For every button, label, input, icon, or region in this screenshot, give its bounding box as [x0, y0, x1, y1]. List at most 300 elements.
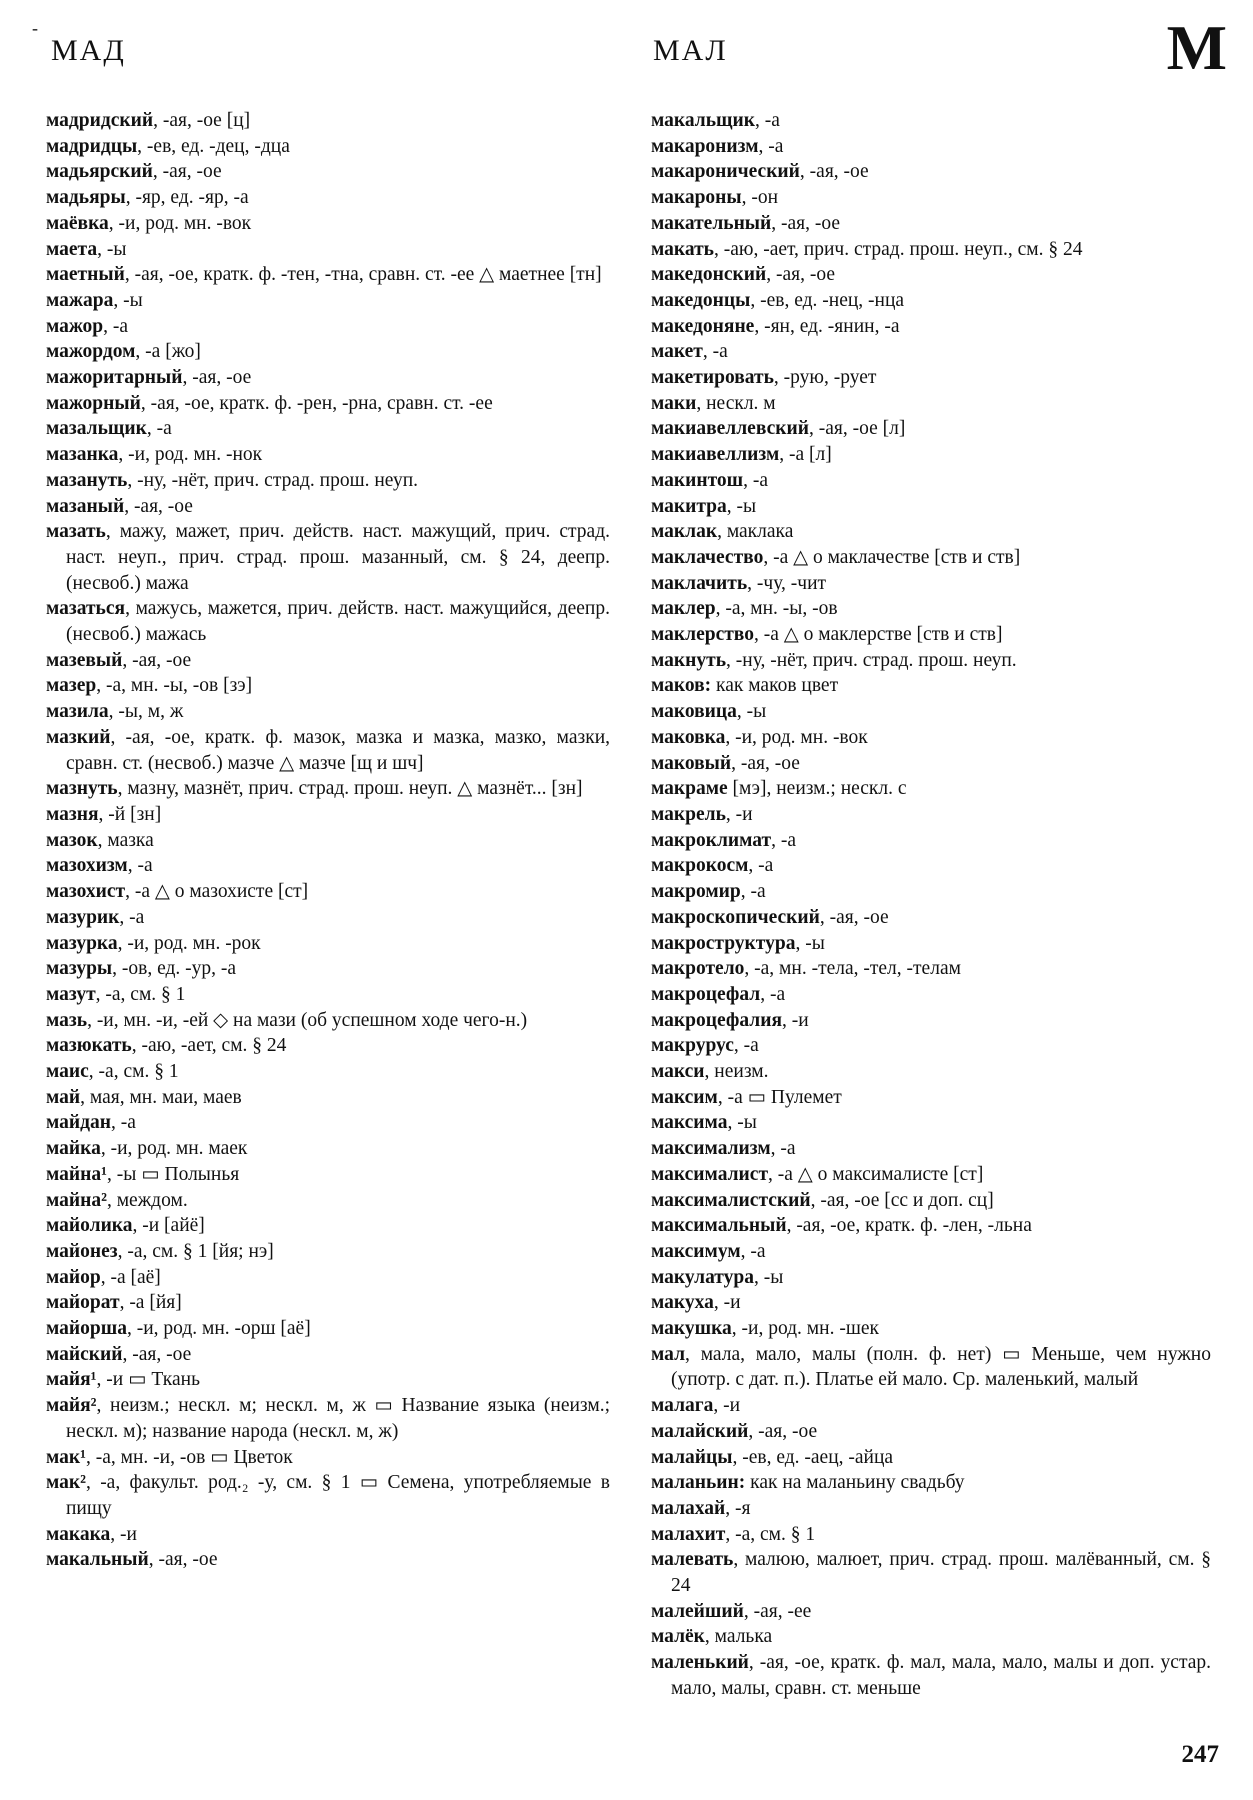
entry-headword: маланьин:: [651, 1472, 746, 1494]
entry-headword: малевать: [651, 1549, 734, 1571]
dictionary-entry: [651, 185, 1211, 211]
entry-body: , мазну, мазнёт, прич. страд. прош. неуп. △ мазнёт... [зн]: [117, 778, 583, 800]
dictionary-entry: [46, 982, 610, 1008]
entry-body: , -ев, ед. -аец, -айца: [732, 1446, 894, 1468]
entry-body: , -а: [702, 341, 728, 363]
entry-headword: макроструктура: [651, 932, 796, 954]
entry-headword: макси: [651, 1061, 705, 1083]
dictionary-entry: [46, 956, 610, 982]
dictionary-entry: [46, 1290, 610, 1316]
dictionary-entry: [651, 1290, 1211, 1316]
entry-headword: максималист: [651, 1163, 769, 1185]
dictionary-entry: [651, 725, 1211, 751]
dictionary-entry: [651, 519, 1211, 545]
entry-body: , -а: [754, 110, 780, 131]
dictionary-entry: [651, 1316, 1211, 1342]
dictionary-entry: [651, 1008, 1211, 1034]
entry-headword: майка: [46, 1138, 101, 1160]
left-column: [46, 108, 610, 1573]
entry-body: , -ая, -ое: [124, 495, 193, 517]
entry-body: , -и, род. мн. -орш [аё]: [126, 1318, 311, 1340]
dictionary-entry: [651, 879, 1211, 905]
dictionary-entry: [651, 622, 1211, 648]
dictionary-entry: [651, 159, 1211, 185]
dictionary-entry: [46, 1162, 610, 1188]
dictionary-entry: [46, 699, 610, 725]
dictionary-entry: [651, 1624, 1211, 1650]
entry-body: , -ая, -ое [л]: [808, 418, 906, 440]
dictionary-entry: [651, 1110, 1211, 1136]
entry-body: , -я: [725, 1497, 751, 1519]
entry-body: , -а: [760, 983, 786, 1005]
dictionary-entry: [651, 1393, 1211, 1419]
dictionary-entry: [651, 776, 1211, 802]
entry-body: , -ая, -ее: [743, 1600, 812, 1622]
dictionary-entry: [46, 1008, 610, 1034]
dictionary-entry: [46, 262, 610, 288]
dictionary-entry: [46, 1470, 610, 1521]
entry-body: , -ы: [753, 1266, 784, 1288]
entry-headword: макрокосм: [651, 855, 749, 877]
entry-headword: маковка: [651, 726, 726, 748]
entry-headword: мазня: [46, 803, 99, 825]
dictionary-entry: [651, 751, 1211, 777]
entry-headword: макушка: [651, 1318, 732, 1340]
entry-body: , -ая, -ое, кратк. ф. мазок, мазка и мазка, мазко, мазки, сравн. ст. (несвоб.) мазче △ мазче [щ и шч]: [66, 726, 610, 774]
entry-body: как маков цвет: [711, 675, 839, 697]
entry-body: , -ая, -ое, кратк. ф. -лен, -льна: [786, 1215, 1032, 1237]
dictionary-entry: [46, 596, 610, 647]
entry-headword: майорша: [46, 1318, 127, 1340]
dictionary-entry: [651, 468, 1211, 494]
dictionary-entry: [46, 314, 610, 340]
entry-body: , -а: [770, 1138, 796, 1160]
entry-body: , -аю, -ает, прич. страд. прош. неуп., см. § 24: [713, 238, 1083, 260]
entry-headword: майна²: [46, 1189, 107, 1211]
entry-headword: маис: [46, 1061, 89, 1083]
entry-body: , малюю, малюет, прич. страд. прош. малёванный, см. § 24: [671, 1549, 1211, 1597]
entry-headword: мазер: [46, 675, 97, 697]
entry-headword: мадьярский: [46, 161, 153, 183]
entry-body: , -а: [748, 855, 774, 877]
dictionary-entry: [651, 1213, 1211, 1239]
entry-headword: майна¹: [46, 1163, 107, 1185]
entry-body: , междом.: [106, 1189, 188, 1211]
dictionary-entry: [46, 1393, 610, 1444]
entry-headword: маклачить: [651, 572, 748, 594]
entry-headword: максим: [651, 1086, 718, 1108]
dictionary-entry: [46, 442, 610, 468]
running-head-left: МАД: [51, 34, 126, 67]
corner-mark: -: [32, 18, 38, 38]
entry-headword: мазаный: [46, 495, 125, 517]
entry-body: , -ая, -ое: [122, 649, 192, 671]
dictionary-entry: [651, 699, 1211, 725]
entry-body: , -ая, -ое, кратк. ф. -тен, -тна, сравн. ст. -ее △ маетнее [тн]: [124, 264, 602, 286]
entry-body: , -а: [110, 1112, 136, 1134]
dictionary-entry: [651, 931, 1211, 957]
dictionary-entry: [651, 1342, 1211, 1393]
entry-headword: мазь: [46, 1009, 88, 1031]
entry-body: , -ев, ед. -дец, -дца: [137, 135, 290, 157]
dictionary-entry: [46, 108, 610, 134]
dictionary-entry: [46, 134, 610, 160]
dictionary-entry: [46, 1547, 610, 1573]
entry-headword: мазальщик: [46, 418, 147, 440]
entry-body: , -а △ о маклерстве [ств и ств]: [753, 624, 1003, 646]
dictionary-entry: [651, 1059, 1211, 1085]
entry-body: [мэ], неизм.; нескл. с: [727, 778, 907, 800]
dictionary-entry: [651, 648, 1211, 674]
dictionary-entry: [651, 365, 1211, 391]
entry-headword: маленький: [651, 1652, 749, 1674]
entry-headword: маковый: [651, 752, 732, 774]
entry-body: , -и, род. мн. маек: [100, 1138, 248, 1160]
dictionary-entry: [651, 1650, 1211, 1701]
entry-headword: мазнуть: [46, 778, 118, 800]
entry-headword: макнуть: [651, 649, 727, 671]
entry-headword: малайский: [651, 1420, 749, 1442]
dictionary-entry: [651, 1522, 1211, 1548]
page-number: 247: [1181, 1741, 1219, 1768]
entry-headword: малейший: [651, 1600, 744, 1622]
entry-body: , -ну, -нёт, прич. страд. прош. неуп.: [127, 469, 419, 491]
dictionary-entry: [651, 956, 1211, 982]
entry-body: , -ая, -ое: [799, 161, 869, 183]
entry-headword: май: [46, 1086, 81, 1108]
dictionary-entry: [46, 1059, 610, 1085]
entry-body: , -и: [713, 1292, 741, 1314]
dictionary-entry: [651, 1470, 1211, 1496]
dictionary-entry: [46, 1213, 610, 1239]
entry-headword: макиавеллизм: [651, 444, 780, 466]
entry-body: , -а: [740, 881, 766, 903]
entry-body: , мазка: [97, 829, 154, 851]
dictionary-entry: [46, 1033, 610, 1059]
entry-body: , -ая, -ое: [182, 367, 252, 389]
dictionary-entry: [46, 776, 610, 802]
entry-body: , -и, род. мн. -рок: [117, 932, 261, 954]
entry-headword: макиавеллевский: [651, 418, 809, 440]
entry-headword: мазут: [46, 983, 96, 1005]
dictionary-entry: [46, 391, 610, 417]
entry-body: , маклака: [717, 521, 794, 543]
entry-headword: майор: [46, 1266, 101, 1288]
dictionary-entry: [651, 391, 1211, 417]
entry-body: , -а: [127, 855, 153, 877]
entry-body: , -и, род. мн. -шек: [731, 1318, 879, 1340]
entry-headword: макака: [46, 1523, 111, 1545]
entry-headword: мак²: [46, 1472, 86, 1494]
right-column: [651, 108, 1211, 1702]
dictionary-entry: [651, 1599, 1211, 1625]
entry-headword: маета: [46, 238, 98, 260]
entry-headword: майдан: [46, 1112, 111, 1134]
entry-headword: макулатура: [651, 1266, 754, 1288]
entry-body: , -а [аё]: [100, 1266, 161, 1288]
dictionary-entry: [46, 1342, 610, 1368]
entry-body: , -а: [743, 469, 769, 491]
entry-headword: македоняне: [651, 315, 755, 337]
entry-body: , -а △ о мазохисте [ст]: [125, 881, 309, 903]
entry-body: , -и: [782, 1009, 809, 1031]
entry-headword: максима: [651, 1112, 728, 1134]
entry-body: , -чу, -чит: [747, 572, 827, 594]
dictionary-entry: [651, 1547, 1211, 1598]
entry-headword: макротело: [651, 958, 745, 980]
entry-body: , -а [йя]: [119, 1292, 182, 1314]
entry-body: , -а: [740, 1240, 766, 1262]
entry-body: , неизм.; нескл. м; нескл. м, ж ▭ Название языка (неизм.; нескл. м); название народа (нескл. м, ж): [66, 1395, 610, 1442]
dictionary-entry: [651, 1136, 1211, 1162]
entry-body: , -ы, м, ж: [108, 701, 184, 723]
dictionary-entry: [651, 262, 1211, 288]
entry-body: , -и, род. мн. -вок: [725, 726, 868, 748]
entry-headword: малахай: [651, 1497, 726, 1519]
dictionary-entry: [46, 931, 610, 957]
entry-body: , -ая, -ое, кратк. ф. -рен, -рна, сравн. ст. -ее: [140, 392, 493, 414]
entry-body: , -а ▭ Пулемет: [717, 1086, 842, 1108]
dictionary-entry: [46, 468, 610, 494]
entry-headword: макроскопический: [651, 906, 820, 928]
entry-headword: малайцы: [651, 1446, 733, 1468]
dictionary-entry: [46, 1085, 610, 1111]
entry-headword: мазурик: [46, 906, 120, 928]
entry-body: , -и: [725, 803, 753, 825]
dictionary-entry: [651, 673, 1211, 699]
entry-body: , -а [жо]: [135, 341, 201, 363]
entry-headword: макромир: [651, 881, 741, 903]
entry-body: , -ая, -ое: [748, 1420, 818, 1442]
entry-headword: маков:: [651, 675, 712, 697]
entry-body: , -и ▭ Ткань: [96, 1369, 200, 1391]
entry-body: , -он: [741, 187, 779, 209]
dictionary-entry: [46, 853, 610, 879]
dictionary-entry: [46, 288, 610, 314]
entry-body: , -а, мн. -ы, -ов [зэ]: [96, 675, 253, 697]
entry-headword: маки: [651, 392, 697, 414]
dictionary-entry: [46, 1136, 610, 1162]
entry-headword: мазурка: [46, 932, 118, 954]
dictionary-entry: [46, 725, 610, 776]
entry-headword: мажорный: [46, 392, 141, 414]
entry-body: , -а, см. § 1 [йя; нэ]: [117, 1240, 274, 1262]
entry-body: , -ая, -ое [ц]: [153, 110, 251, 131]
entry-body: , -ян, ед. -янин, -а: [754, 315, 900, 337]
entry-body: , -а, факульт. род.₂ -у, см. § 1 ▭ Семена, употребляемые в пищу: [66, 1472, 610, 1519]
dictionary-entry: [651, 416, 1211, 442]
entry-body: , -ов, ед. -ур, -а: [112, 958, 237, 980]
entry-body: , -ев, ед. -нец, -нца: [750, 289, 905, 311]
entry-body: , -й [зн]: [98, 803, 162, 825]
entry-body: , -а, см. § 1: [95, 983, 186, 1005]
entry-body: , -ы: [726, 495, 757, 517]
entry-headword: маклак: [651, 521, 718, 543]
dictionary-entry: [46, 365, 610, 391]
entry-body: , мажу, мажет, прич. действ. наст. мажущий, прич. страд. наст. неуп., прич. страд. прош. мазанный, см. § 24, деепр. (несвоб.) мажа: [66, 521, 610, 594]
entry-body: , -а, мн. -и, -ов ▭ Цветок: [85, 1446, 293, 1468]
entry-headword: макуха: [651, 1292, 714, 1314]
entry-headword: максимализм: [651, 1138, 771, 1160]
entry-body: , -ы: [795, 932, 825, 954]
entry-headword: максимальный: [651, 1215, 787, 1237]
entry-headword: мазкий: [46, 726, 111, 748]
dictionary-entry: [651, 828, 1211, 854]
dictionary-entry: [46, 802, 610, 828]
dictionary-entry: [651, 571, 1211, 597]
dictionary-entry: [46, 673, 610, 699]
entry-headword: мажоритарный: [46, 367, 183, 389]
entry-headword: мадридский: [46, 110, 154, 131]
entry-headword: майонез: [46, 1240, 118, 1262]
entry-headword: малахит: [651, 1523, 726, 1545]
section-letter: М: [1166, 12, 1227, 83]
entry-body: , -яр, ед. -яр, -а: [125, 187, 249, 209]
entry-body: , -а △ о маклачестве [ств и ств]: [763, 546, 1021, 568]
entry-body: , -а: [103, 315, 129, 337]
entry-headword: маклерство: [651, 624, 754, 646]
dictionary-entry: [651, 108, 1211, 134]
entry-headword: макроцефалия: [651, 1009, 782, 1031]
entry-headword: мазуры: [46, 958, 113, 980]
entry-headword: мадьяры: [46, 187, 126, 209]
dictionary-entry: [651, 211, 1211, 237]
dictionary-entry: [651, 545, 1211, 571]
entry-body: , -ы: [736, 701, 767, 723]
entry-headword: малага: [651, 1395, 714, 1417]
entry-headword: максимум: [651, 1240, 741, 1262]
dictionary-entry: [651, 442, 1211, 468]
entry-headword: мажара: [46, 289, 114, 311]
entry-headword: мадридцы: [46, 135, 138, 157]
dictionary-entry: [651, 1265, 1211, 1291]
entry-body: , -а △ о максималисте [ст]: [768, 1163, 984, 1185]
entry-headword: майский: [46, 1343, 123, 1365]
entry-body: , -а [л]: [779, 444, 832, 466]
entry-headword: мажор: [46, 315, 104, 337]
dictionary-entry: [46, 1316, 610, 1342]
entry-headword: макаронизм: [651, 135, 759, 157]
entry-body: , мая, мн. маи, маев: [80, 1086, 242, 1108]
entry-headword: мал: [651, 1343, 686, 1365]
dictionary-entry: [46, 237, 610, 263]
dictionary-entry: [651, 339, 1211, 365]
entry-headword: майя¹: [46, 1369, 97, 1391]
entry-headword: маклачество: [651, 546, 764, 568]
dictionary-entry: [651, 288, 1211, 314]
entry-body: , -а, мн. -тела, -тел, -телам: [744, 958, 961, 980]
entry-headword: мазевый: [46, 649, 123, 671]
entry-headword: макрель: [651, 803, 726, 825]
entry-body: , мажусь, мажется, прич. действ. наст. мажущийся, деепр. (несвоб.) мажась: [66, 598, 610, 646]
entry-body: , -ая, -ое: [766, 264, 836, 286]
entry-headword: макальный: [46, 1549, 149, 1571]
entry-headword: мажордом: [46, 341, 136, 363]
dictionary-entry: [651, 314, 1211, 340]
entry-body: , -а: [146, 418, 172, 440]
dictionary-entry: [651, 802, 1211, 828]
entry-body: , -и, род. мн. -нок: [118, 444, 263, 466]
dictionary-entry: [46, 494, 610, 520]
entry-body: , -ая, -ое: [148, 1549, 218, 1571]
entry-headword: макроклимат: [651, 829, 772, 851]
entry-body: , -ая, -ое: [771, 212, 841, 234]
dictionary-entry: [46, 211, 610, 237]
entry-body: , -и [айё]: [132, 1215, 205, 1237]
dictionary-entry: [651, 1419, 1211, 1445]
entry-headword: мазок: [46, 829, 98, 851]
dictionary-entry: [46, 159, 610, 185]
entry-body: , -и, род. мн. -вок: [108, 212, 252, 234]
entry-body: , -ы: [113, 289, 143, 311]
running-head-right: МАЛ: [653, 34, 728, 67]
entry-body: , малька: [704, 1626, 773, 1648]
entry-headword: майорат: [46, 1292, 120, 1314]
entry-body: , неизм.: [704, 1061, 769, 1083]
entry-headword: маёвка: [46, 212, 109, 234]
entry-body: , -ая, -ое, кратк. ф. мал, мала, мало, малы и доп. устар. мало, малы, сравн. ст. меньше: [671, 1652, 1211, 1699]
dictionary-entry: [46, 185, 610, 211]
entry-headword: макинтош: [651, 469, 744, 491]
entry-headword: мазила: [46, 701, 109, 723]
entry-body: , -и: [110, 1523, 137, 1545]
dictionary-entry: [651, 905, 1211, 931]
entry-body: , -ая, -ое: [819, 906, 889, 928]
entry-headword: макальщик: [651, 110, 755, 131]
dictionary-entry: [46, 1522, 610, 1548]
dictionary-entry: [651, 1188, 1211, 1214]
entry-headword: макароны: [651, 187, 742, 209]
dictionary-entry: [651, 134, 1211, 160]
entry-headword: мазохизм: [46, 855, 128, 877]
entry-body: , -ы: [727, 1112, 757, 1134]
entry-body: , -а, см. § 1: [725, 1523, 816, 1545]
entry-body: , нескл. м: [696, 392, 776, 414]
entry-headword: макет: [651, 341, 703, 363]
dictionary-entry: [651, 1496, 1211, 1522]
entry-headword: мак¹: [46, 1446, 86, 1468]
dictionary-entry: [46, 1445, 610, 1471]
entry-body: как на маланьину свадьбу: [745, 1472, 965, 1494]
entry-headword: макетировать: [651, 367, 774, 389]
entry-body: , -ы ▭ Полынья: [106, 1163, 240, 1185]
entry-headword: максималистский: [651, 1189, 811, 1211]
entry-headword: мазюкать: [46, 1035, 132, 1057]
dictionary-entry: [651, 982, 1211, 1008]
dictionary-entry: [46, 828, 610, 854]
entry-body: , -а, см. § 1: [88, 1061, 179, 1083]
dictionary-entry: [46, 416, 610, 442]
entry-headword: макаронический: [651, 161, 800, 183]
entry-headword: мазануть: [46, 469, 128, 491]
dictionary-entry: [46, 1239, 610, 1265]
dictionary-entry: [651, 1085, 1211, 1111]
dictionary-entry: [651, 494, 1211, 520]
entry-headword: макрурус: [651, 1035, 734, 1057]
entry-body: , -аю, -ает, см. § 24: [131, 1035, 287, 1057]
entry-headword: мазохист: [46, 881, 126, 903]
entry-headword: макательный: [651, 212, 772, 234]
dictionary-entry: [651, 237, 1211, 263]
dictionary-entry: [651, 1033, 1211, 1059]
entry-headword: македонцы: [651, 289, 751, 311]
dictionary-entry: [651, 853, 1211, 879]
entry-headword: маетный: [46, 264, 125, 286]
dictionary-entry: [46, 1265, 610, 1291]
entry-body: , -рую, -рует: [773, 367, 877, 389]
entry-headword: малёк: [651, 1626, 705, 1648]
entry-headword: маковица: [651, 701, 737, 723]
